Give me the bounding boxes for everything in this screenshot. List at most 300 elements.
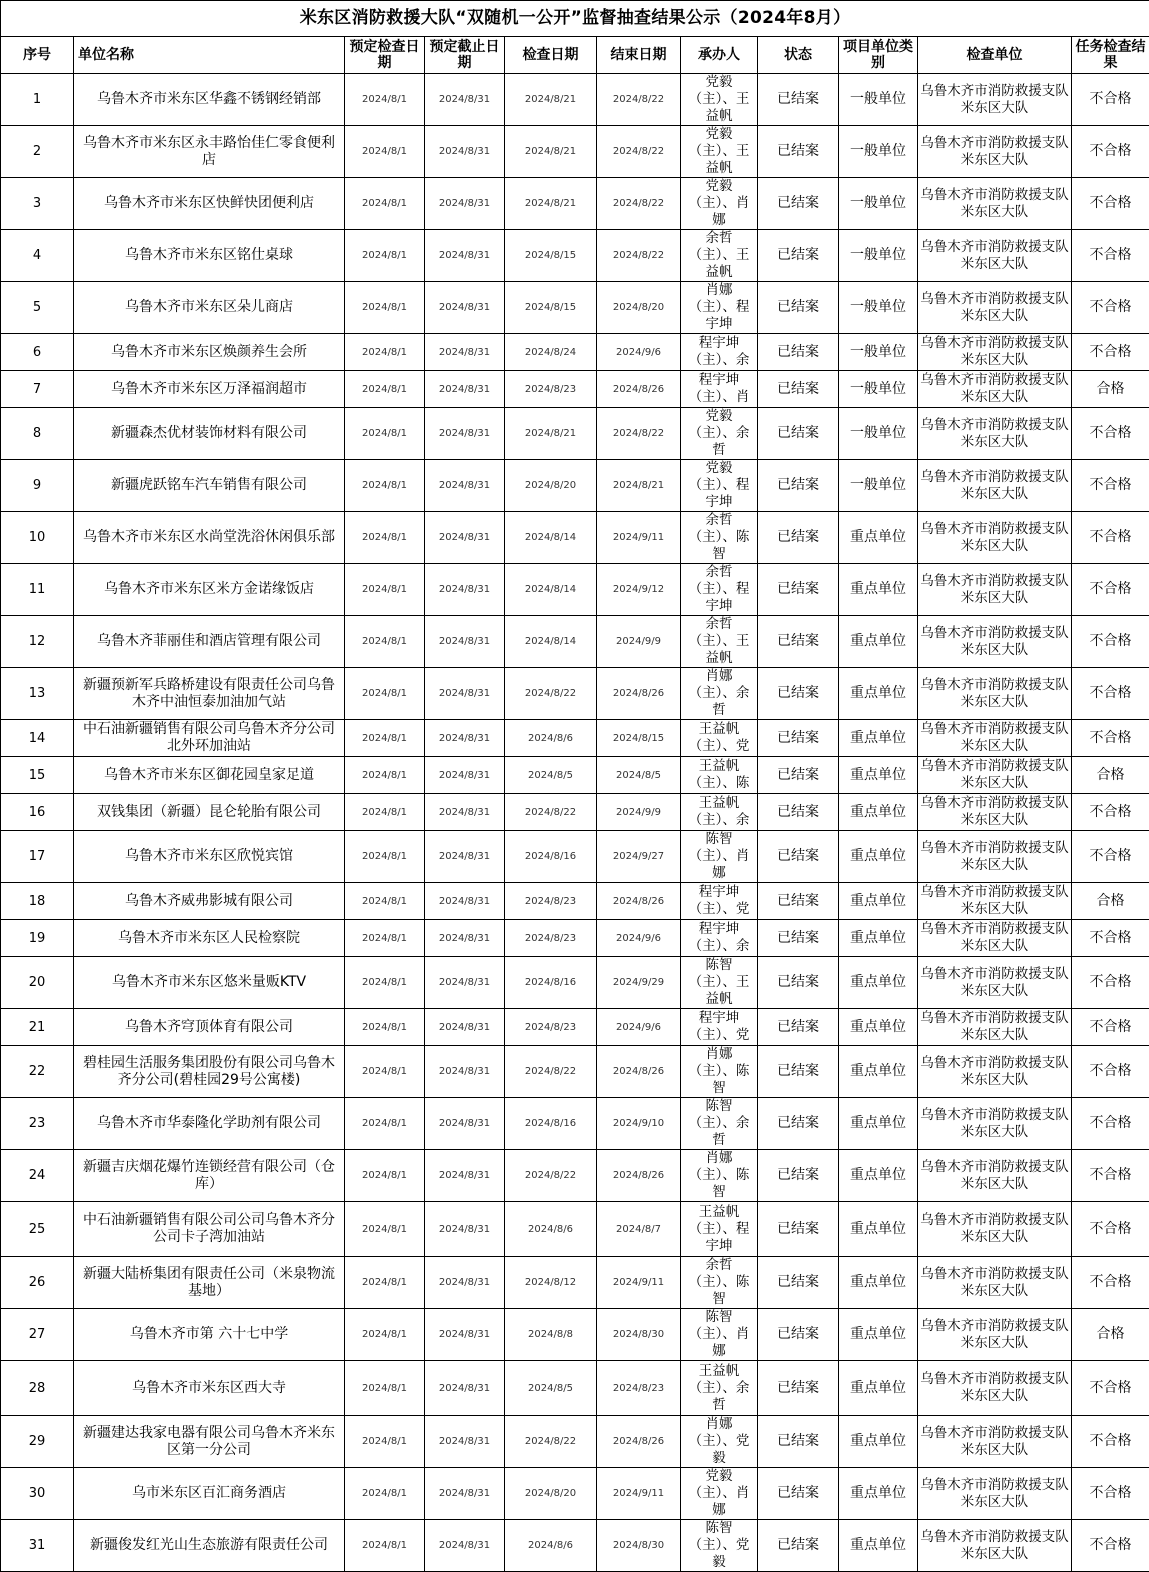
end-date-cell: 2024/8/26 <box>597 883 681 920</box>
unit-category-cell: 一般单位 <box>839 74 918 126</box>
planned-start-date-cell: 2024/8/1 <box>345 1202 425 1257</box>
handler-cell: 王益帆（主）、余 <box>681 794 758 831</box>
handler-cell: 肖娜（主）、陈智 <box>681 1046 758 1098</box>
table-row <box>1 564 1149 616</box>
column-header-unit-category: 项目单位类别 <box>839 37 918 74</box>
planned-deadline-date-cell: 2024/8/31 <box>425 371 505 408</box>
status-cell: 已结案 <box>758 1416 839 1468</box>
check-result-cell: 不合格 <box>1072 794 1149 831</box>
unit-name-cell: 新疆吉庆烟花爆竹连锁经营有限公司（仓库） <box>74 1150 345 1202</box>
status-cell: 已结案 <box>758 408 839 460</box>
handler-cell: 余哲（主）、程宇坤 <box>681 564 758 616</box>
status-cell: 已结案 <box>758 230 839 282</box>
check-date-cell: 2024/8/22 <box>505 668 597 720</box>
planned-start-date-cell: 2024/8/1 <box>345 1520 425 1572</box>
table-row <box>1 1098 1149 1150</box>
table-row <box>1 282 1149 334</box>
status-cell: 已结案 <box>758 334 839 371</box>
unit-category-cell: 重点单位 <box>839 1046 918 1098</box>
table-row <box>1 757 1149 794</box>
unit-category-cell: 重点单位 <box>839 1098 918 1150</box>
check-date-cell: 2024/8/14 <box>505 512 597 564</box>
planned-start-date-cell: 2024/8/1 <box>345 1361 425 1416</box>
planned-deadline-date-cell: 2024/8/31 <box>425 512 505 564</box>
end-date-cell: 2024/9/29 <box>597 957 681 1009</box>
check-date-cell: 2024/8/24 <box>505 334 597 371</box>
end-date-cell: 2024/8/22 <box>597 126 681 178</box>
status-cell: 已结案 <box>758 460 839 512</box>
unit-name-cell: 乌鲁木齐威弗影城有限公司 <box>74 883 345 920</box>
planned-start-date-cell: 2024/8/1 <box>345 178 425 230</box>
inspecting-dept-cell: 乌鲁木齐市消防救援支队米东区大队 <box>918 1202 1072 1257</box>
check-date-cell: 2024/8/22 <box>505 1150 597 1202</box>
planned-deadline-date-cell: 2024/8/31 <box>425 831 505 883</box>
check-date-cell: 2024/8/22 <box>505 794 597 831</box>
unit-name-cell: 乌鲁木齐市米东区快鲜快团便利店 <box>74 178 345 230</box>
check-result-cell: 不合格 <box>1072 1416 1149 1468</box>
handler-cell: 陈智（主）、余哲 <box>681 1098 758 1150</box>
table-row <box>1 1416 1149 1468</box>
unit-name-cell: 中石油新疆销售有限公司乌鲁木齐分公司北外环加油站 <box>74 720 345 757</box>
planned-deadline-date-cell: 2024/8/31 <box>425 1098 505 1150</box>
end-date-cell: 2024/9/6 <box>597 1009 681 1046</box>
row-number-cell: 25 <box>1 1202 74 1257</box>
unit-name-cell: 乌市米东区百汇商务酒店 <box>74 1468 345 1520</box>
handler-cell: 王益帆（主）、党 <box>681 720 758 757</box>
check-result-cell: 不合格 <box>1072 1468 1149 1520</box>
status-cell: 已结案 <box>758 883 839 920</box>
unit-category-cell: 重点单位 <box>839 1361 918 1416</box>
planned-deadline-date-cell: 2024/8/31 <box>425 230 505 282</box>
row-number-cell: 29 <box>1 1416 74 1468</box>
inspecting-dept-cell: 乌鲁木齐市消防救援支队米东区大队 <box>918 920 1072 957</box>
inspecting-dept-cell: 乌鲁木齐市消防救援支队米东区大队 <box>918 126 1072 178</box>
inspecting-dept-cell: 乌鲁木齐市消防救援支队米东区大队 <box>918 757 1072 794</box>
status-cell: 已结案 <box>758 757 839 794</box>
check-date-cell: 2024/8/14 <box>505 564 597 616</box>
check-date-cell: 2024/8/6 <box>505 1520 597 1572</box>
check-date-cell: 2024/8/8 <box>505 1309 597 1361</box>
row-number-cell: 16 <box>1 794 74 831</box>
planned-deadline-date-cell: 2024/8/31 <box>425 883 505 920</box>
check-date-cell: 2024/8/12 <box>505 1257 597 1309</box>
end-date-cell: 2024/8/22 <box>597 408 681 460</box>
unit-name-cell: 新疆预新军兵路桥建设有限责任公司乌鲁木齐中油恒泰加油加气站 <box>74 668 345 720</box>
end-date-cell: 2024/8/26 <box>597 1046 681 1098</box>
table-body <box>1 74 1149 1572</box>
planned-deadline-date-cell: 2024/8/31 <box>425 408 505 460</box>
status-cell: 已结案 <box>758 831 839 883</box>
unit-name-cell: 双钱集团（新疆）昆仑轮胎有限公司 <box>74 794 345 831</box>
unit-category-cell: 重点单位 <box>839 1468 918 1520</box>
inspecting-dept-cell: 乌鲁木齐市消防救援支队米东区大队 <box>918 1468 1072 1520</box>
inspecting-dept-cell: 乌鲁木齐市消防救援支队米东区大队 <box>918 957 1072 1009</box>
planned-deadline-date-cell: 2024/8/31 <box>425 282 505 334</box>
unit-category-cell: 一般单位 <box>839 371 918 408</box>
handler-cell: 党毅（主）、王益帆 <box>681 126 758 178</box>
row-number-cell: 23 <box>1 1098 74 1150</box>
planned-start-date-cell: 2024/8/1 <box>345 371 425 408</box>
status-cell: 已结案 <box>758 1468 839 1520</box>
status-cell: 已结案 <box>758 371 839 408</box>
row-number-cell: 31 <box>1 1520 74 1572</box>
table-row <box>1 1361 1149 1416</box>
row-number-cell: 26 <box>1 1257 74 1309</box>
check-result-cell: 不合格 <box>1072 616 1149 668</box>
unit-name-cell: 乌鲁木齐市米东区悠米量贩KTV <box>74 957 345 1009</box>
planned-start-date-cell: 2024/8/1 <box>345 1009 425 1046</box>
unit-category-cell: 重点单位 <box>839 794 918 831</box>
end-date-cell: 2024/8/26 <box>597 1150 681 1202</box>
status-cell: 已结案 <box>758 1202 839 1257</box>
status-cell: 已结案 <box>758 957 839 1009</box>
check-result-cell: 不合格 <box>1072 920 1149 957</box>
column-header-planned-start: 预定检查日期 <box>345 37 425 74</box>
planned-start-date-cell: 2024/8/1 <box>345 1309 425 1361</box>
unit-category-cell: 重点单位 <box>839 831 918 883</box>
unit-category-cell: 重点单位 <box>839 1257 918 1309</box>
check-result-cell: 不合格 <box>1072 512 1149 564</box>
unit-name-cell: 乌鲁木齐市第 六十七中学 <box>74 1309 345 1361</box>
end-date-cell: 2024/8/30 <box>597 1520 681 1572</box>
check-date-cell: 2024/8/23 <box>505 920 597 957</box>
check-result-cell: 不合格 <box>1072 1098 1149 1150</box>
inspecting-dept-cell: 乌鲁木齐市消防救援支队米东区大队 <box>918 460 1072 512</box>
status-cell: 已结案 <box>758 1098 839 1150</box>
row-number-cell: 10 <box>1 512 74 564</box>
planned-start-date-cell: 2024/8/1 <box>345 230 425 282</box>
unit-category-cell: 一般单位 <box>839 334 918 371</box>
check-date-cell: 2024/8/20 <box>505 1468 597 1520</box>
unit-name-cell: 乌鲁木齐市米东区永丰路怡佳仁零食便利店 <box>74 126 345 178</box>
unit-name-cell: 乌鲁木齐市米东区铭仕桌球 <box>74 230 345 282</box>
table-row <box>1 668 1149 720</box>
end-date-cell: 2024/9/10 <box>597 1098 681 1150</box>
inspecting-dept-cell: 乌鲁木齐市消防救援支队米东区大队 <box>918 1416 1072 1468</box>
planned-start-date-cell: 2024/8/1 <box>345 74 425 126</box>
handler-cell: 党毅（主）、肖娜 <box>681 178 758 230</box>
status-cell: 已结案 <box>758 1257 839 1309</box>
document-title: 米东区消防救援大队“双随机一公开”监督抽查结果公示（2024年8月） <box>1 1 1149 37</box>
check-date-cell: 2024/8/21 <box>505 126 597 178</box>
end-date-cell: 2024/8/15 <box>597 720 681 757</box>
row-number-cell: 30 <box>1 1468 74 1520</box>
unit-name-cell: 乌鲁木齐穹顶体育有限公司 <box>74 1009 345 1046</box>
table-row <box>1 920 1149 957</box>
handler-cell: 肖娜（主）、陈智 <box>681 1150 758 1202</box>
planned-deadline-date-cell: 2024/8/31 <box>425 957 505 1009</box>
column-header-inspecting-dept: 检查单位 <box>918 37 1072 74</box>
planned-deadline-date-cell: 2024/8/31 <box>425 1046 505 1098</box>
handler-cell: 王益帆（主）、陈 <box>681 757 758 794</box>
handler-cell: 程宇坤（主）、党 <box>681 883 758 920</box>
unit-name-cell: 中石油新疆销售有限公司公司乌鲁木齐分公司卡子湾加油站 <box>74 1202 345 1257</box>
unit-category-cell: 重点单位 <box>839 883 918 920</box>
table-row <box>1 883 1149 920</box>
planned-start-date-cell: 2024/8/1 <box>345 668 425 720</box>
row-number-cell: 20 <box>1 957 74 1009</box>
check-result-cell: 合格 <box>1072 371 1149 408</box>
handler-cell: 余哲（主）、王益帆 <box>681 616 758 668</box>
table-row <box>1 74 1149 126</box>
header-row <box>1 37 1149 74</box>
status-cell: 已结案 <box>758 564 839 616</box>
inspecting-dept-cell: 乌鲁木齐市消防救援支队米东区大队 <box>918 1150 1072 1202</box>
inspecting-dept-cell: 乌鲁木齐市消防救援支队米东区大队 <box>918 74 1072 126</box>
handler-cell: 党毅（主）、余哲 <box>681 408 758 460</box>
unit-category-cell: 一般单位 <box>839 408 918 460</box>
inspecting-dept-cell: 乌鲁木齐市消防救援支队米东区大队 <box>918 1009 1072 1046</box>
column-header-handler: 承办人 <box>681 37 758 74</box>
status-cell: 已结案 <box>758 1361 839 1416</box>
column-header-result: 任务检查结果 <box>1072 37 1149 74</box>
column-header-planned-deadline: 预定截止日期 <box>425 37 505 74</box>
inspecting-dept-cell: 乌鲁木齐市消防救援支队米东区大队 <box>918 1361 1072 1416</box>
inspecting-dept-cell: 乌鲁木齐市消防救援支队米东区大队 <box>918 668 1072 720</box>
table-row <box>1 957 1149 1009</box>
unit-name-cell: 乌鲁木齐市米东区米方金诺缘饭店 <box>74 564 345 616</box>
unit-category-cell: 重点单位 <box>839 1416 918 1468</box>
handler-cell: 程宇坤（主）、党 <box>681 1009 758 1046</box>
end-date-cell: 2024/8/22 <box>597 74 681 126</box>
unit-category-cell: 一般单位 <box>839 178 918 230</box>
planned-deadline-date-cell: 2024/8/31 <box>425 794 505 831</box>
unit-name-cell: 乌鲁木齐市米东区御花园皇家足道 <box>74 757 345 794</box>
row-number-cell: 24 <box>1 1150 74 1202</box>
unit-category-cell: 重点单位 <box>839 512 918 564</box>
table-row <box>1 1468 1149 1520</box>
row-number-cell: 18 <box>1 883 74 920</box>
unit-name-cell: 新疆建达我家电器有限公司乌鲁木齐米东区第一分公司 <box>74 1416 345 1468</box>
handler-cell: 余哲（主）、陈智 <box>681 1257 758 1309</box>
status-cell: 已结案 <box>758 1520 839 1572</box>
table-row <box>1 1150 1149 1202</box>
check-date-cell: 2024/8/16 <box>505 831 597 883</box>
status-cell: 已结案 <box>758 126 839 178</box>
planned-deadline-date-cell: 2024/8/31 <box>425 720 505 757</box>
handler-cell: 陈智（主）、王益帆 <box>681 957 758 1009</box>
check-date-cell: 2024/8/6 <box>505 720 597 757</box>
planned-deadline-date-cell: 2024/8/31 <box>425 1520 505 1572</box>
handler-cell: 王益帆（主）、程宇坤 <box>681 1202 758 1257</box>
unit-name-cell: 乌鲁木齐市米东区焕颜养生会所 <box>74 334 345 371</box>
status-cell: 已结案 <box>758 1009 839 1046</box>
row-number-cell: 3 <box>1 178 74 230</box>
planned-start-date-cell: 2024/8/1 <box>345 1046 425 1098</box>
planned-start-date-cell: 2024/8/1 <box>345 920 425 957</box>
row-number-cell: 27 <box>1 1309 74 1361</box>
table-row <box>1 178 1149 230</box>
check-date-cell: 2024/8/23 <box>505 1009 597 1046</box>
status-cell: 已结案 <box>758 178 839 230</box>
check-result-cell: 不合格 <box>1072 74 1149 126</box>
unit-name-cell: 新疆大陆桥集团有限责任公司（米泉物流基地） <box>74 1257 345 1309</box>
check-date-cell: 2024/8/23 <box>505 883 597 920</box>
unit-category-cell: 重点单位 <box>839 1520 918 1572</box>
inspecting-dept-cell: 乌鲁木齐市消防救援支队米东区大队 <box>918 1098 1072 1150</box>
planned-deadline-date-cell: 2024/8/31 <box>425 616 505 668</box>
planned-start-date-cell: 2024/8/1 <box>345 883 425 920</box>
end-date-cell: 2024/8/22 <box>597 178 681 230</box>
table-row <box>1 1046 1149 1098</box>
check-result-cell: 不合格 <box>1072 957 1149 1009</box>
planned-start-date-cell: 2024/8/1 <box>345 126 425 178</box>
unit-category-cell: 重点单位 <box>839 564 918 616</box>
inspecting-dept-cell: 乌鲁木齐市消防救援支队米东区大队 <box>918 831 1072 883</box>
inspecting-dept-cell: 乌鲁木齐市消防救援支队米东区大队 <box>918 230 1072 282</box>
handler-cell: 余哲（主）、陈智 <box>681 512 758 564</box>
handler-cell: 王益帆（主）、余哲 <box>681 1361 758 1416</box>
check-date-cell: 2024/8/15 <box>505 282 597 334</box>
row-number-cell: 5 <box>1 282 74 334</box>
table-row <box>1 616 1149 668</box>
planned-deadline-date-cell: 2024/8/31 <box>425 74 505 126</box>
check-result-cell: 不合格 <box>1072 178 1149 230</box>
table-row <box>1 408 1149 460</box>
check-date-cell: 2024/8/16 <box>505 1098 597 1150</box>
row-number-cell: 19 <box>1 920 74 957</box>
end-date-cell: 2024/9/11 <box>597 1468 681 1520</box>
check-date-cell: 2024/8/23 <box>505 371 597 408</box>
check-date-cell: 2024/8/5 <box>505 757 597 794</box>
planned-start-date-cell: 2024/8/1 <box>345 831 425 883</box>
planned-deadline-date-cell: 2024/8/31 <box>425 1468 505 1520</box>
row-number-cell: 21 <box>1 1009 74 1046</box>
table-row <box>1 126 1149 178</box>
unit-name-cell: 乌鲁木齐市米东区欣悦宾馆 <box>74 831 345 883</box>
unit-category-cell: 一般单位 <box>839 126 918 178</box>
status-cell: 已结案 <box>758 1150 839 1202</box>
inspecting-dept-cell: 乌鲁木齐市消防救援支队米东区大队 <box>918 512 1072 564</box>
inspecting-dept-cell: 乌鲁木齐市消防救援支队米东区大队 <box>918 282 1072 334</box>
planned-start-date-cell: 2024/8/1 <box>345 408 425 460</box>
unit-name-cell: 新疆森杰优材装饰材料有限公司 <box>74 408 345 460</box>
planned-deadline-date-cell: 2024/8/31 <box>425 1150 505 1202</box>
status-cell: 已结案 <box>758 74 839 126</box>
inspecting-dept-cell: 乌鲁木齐市消防救援支队米东区大队 <box>918 178 1072 230</box>
handler-cell: 陈智（主）、肖娜 <box>681 831 758 883</box>
table-row <box>1 334 1149 371</box>
status-cell: 已结案 <box>758 794 839 831</box>
planned-start-date-cell: 2024/8/1 <box>345 1150 425 1202</box>
table-row <box>1 460 1149 512</box>
check-result-cell: 合格 <box>1072 757 1149 794</box>
unit-category-cell: 重点单位 <box>839 668 918 720</box>
planned-start-date-cell: 2024/8/1 <box>345 460 425 512</box>
unit-category-cell: 一般单位 <box>839 230 918 282</box>
handler-cell: 党毅（主）、程宇坤 <box>681 460 758 512</box>
table-row <box>1 794 1149 831</box>
unit-name-cell: 乌鲁木齐市华泰隆化学助剂有限公司 <box>74 1098 345 1150</box>
end-date-cell: 2024/9/6 <box>597 920 681 957</box>
table-row <box>1 230 1149 282</box>
check-result-cell: 不合格 <box>1072 1150 1149 1202</box>
unit-category-cell: 重点单位 <box>839 1150 918 1202</box>
handler-cell: 余哲（主）、王益帆 <box>681 230 758 282</box>
planned-deadline-date-cell: 2024/8/31 <box>425 460 505 512</box>
row-number-cell: 28 <box>1 1361 74 1416</box>
inspecting-dept-cell: 乌鲁木齐市消防救援支队米东区大队 <box>918 1309 1072 1361</box>
check-date-cell: 2024/8/22 <box>505 1416 597 1468</box>
inspecting-dept-cell: 乌鲁木齐市消防救援支队米东区大队 <box>918 1257 1072 1309</box>
unit-name-cell: 乌鲁木齐市米东区水尚堂洗浴休闲俱乐部 <box>74 512 345 564</box>
planned-start-date-cell: 2024/8/1 <box>345 1468 425 1520</box>
unit-category-cell: 重点单位 <box>839 1309 918 1361</box>
check-date-cell: 2024/8/22 <box>505 1046 597 1098</box>
row-number-cell: 8 <box>1 408 74 460</box>
unit-category-cell: 重点单位 <box>839 616 918 668</box>
planned-deadline-date-cell: 2024/8/31 <box>425 757 505 794</box>
planned-start-date-cell: 2024/8/1 <box>345 1257 425 1309</box>
end-date-cell: 2024/8/5 <box>597 757 681 794</box>
inspecting-dept-cell: 乌鲁木齐市消防救援支队米东区大队 <box>918 1520 1072 1572</box>
row-number-cell: 17 <box>1 831 74 883</box>
row-number-cell: 12 <box>1 616 74 668</box>
check-result-cell: 不合格 <box>1072 334 1149 371</box>
planned-deadline-date-cell: 2024/8/31 <box>425 1309 505 1361</box>
end-date-cell: 2024/9/9 <box>597 616 681 668</box>
check-result-cell: 合格 <box>1072 1309 1149 1361</box>
planned-start-date-cell: 2024/8/1 <box>345 512 425 564</box>
check-result-cell: 不合格 <box>1072 282 1149 334</box>
handler-cell: 程宇坤（主）、余 <box>681 920 758 957</box>
row-number-cell: 6 <box>1 334 74 371</box>
end-date-cell: 2024/8/20 <box>597 282 681 334</box>
row-number-cell: 9 <box>1 460 74 512</box>
check-result-cell: 合格 <box>1072 883 1149 920</box>
row-number-cell: 22 <box>1 1046 74 1098</box>
check-result-cell: 不合格 <box>1072 564 1149 616</box>
table-row <box>1 1309 1149 1361</box>
check-result-cell: 不合格 <box>1072 1046 1149 1098</box>
unit-name-cell: 乌鲁木齐市米东区万泽福润超市 <box>74 371 345 408</box>
handler-cell: 程宇坤（主）、肖 <box>681 371 758 408</box>
planned-start-date-cell: 2024/8/1 <box>345 564 425 616</box>
check-date-cell: 2024/8/21 <box>505 178 597 230</box>
check-date-cell: 2024/8/15 <box>505 230 597 282</box>
check-result-cell: 不合格 <box>1072 1009 1149 1046</box>
planned-deadline-date-cell: 2024/8/31 <box>425 1416 505 1468</box>
planned-start-date-cell: 2024/8/1 <box>345 1416 425 1468</box>
row-number-cell: 13 <box>1 668 74 720</box>
table-row <box>1 1009 1149 1046</box>
planned-deadline-date-cell: 2024/8/31 <box>425 564 505 616</box>
check-result-cell: 不合格 <box>1072 460 1149 512</box>
handler-cell: 肖娜（主）、余哲 <box>681 668 758 720</box>
column-header-check-date: 检查日期 <box>505 37 597 74</box>
handler-cell: 党毅（主）、王益帆 <box>681 74 758 126</box>
check-result-cell: 不合格 <box>1072 1202 1149 1257</box>
row-number-cell: 14 <box>1 720 74 757</box>
row-number-cell: 2 <box>1 126 74 178</box>
inspecting-dept-cell: 乌鲁木齐市消防救援支队米东区大队 <box>918 334 1072 371</box>
unit-category-cell: 一般单位 <box>839 282 918 334</box>
check-result-cell: 不合格 <box>1072 126 1149 178</box>
check-date-cell: 2024/8/21 <box>505 74 597 126</box>
check-date-cell: 2024/8/14 <box>505 616 597 668</box>
check-result-cell: 不合格 <box>1072 1361 1149 1416</box>
status-cell: 已结案 <box>758 1046 839 1098</box>
unit-category-cell: 重点单位 <box>839 720 918 757</box>
status-cell: 已结案 <box>758 920 839 957</box>
planned-start-date-cell: 2024/8/1 <box>345 616 425 668</box>
planned-deadline-date-cell: 2024/8/31 <box>425 1361 505 1416</box>
unit-name-cell: 乌鲁木齐市米东区朵儿商店 <box>74 282 345 334</box>
inspecting-dept-cell: 乌鲁木齐市消防救援支队米东区大队 <box>918 794 1072 831</box>
planned-start-date-cell: 2024/8/1 <box>345 757 425 794</box>
end-date-cell: 2024/8/22 <box>597 230 681 282</box>
check-result-cell: 不合格 <box>1072 720 1149 757</box>
